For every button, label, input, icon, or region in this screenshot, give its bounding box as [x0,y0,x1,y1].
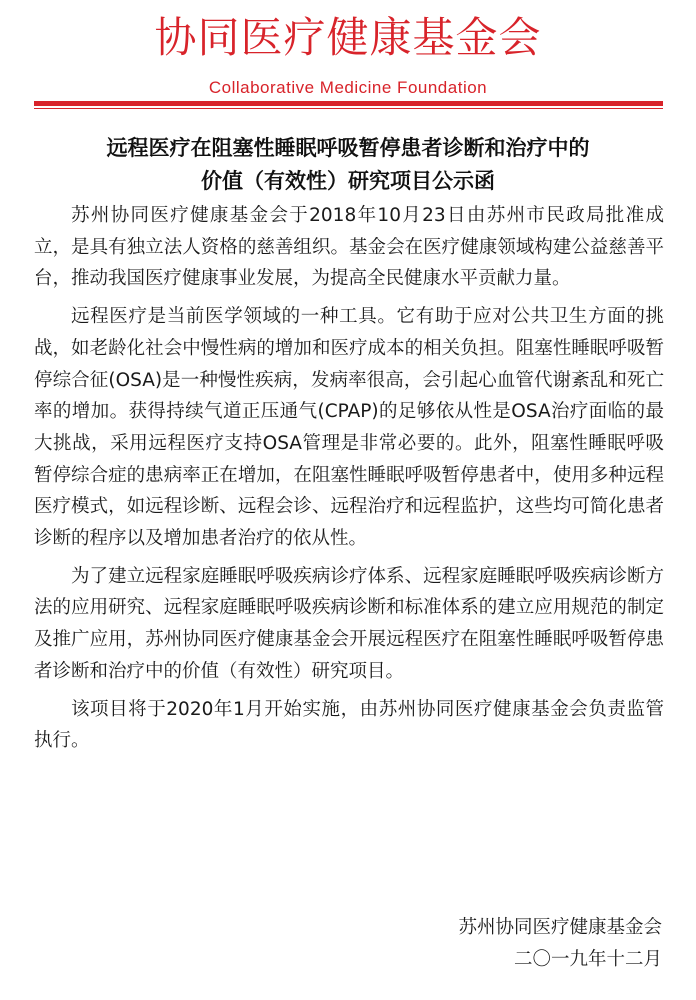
document-title-line-1: 远程医疗在阻塞性睡眠呼吸暂停患者诊断和治疗中的 [106,136,590,160]
document-title-line-2: 价值（有效性）研究项目公示函 [201,169,495,193]
paragraph-project-purpose: 为了建立远程家庭睡眠呼吸疾病诊疗体系、远程家庭睡眠呼吸疾病诊断方法的应用研究、远程家庭睡眠呼吸疾病诊断和标准体系的建立应用规范的制定及推广应用，苏州协同医疗健康基金会开展远程医疗在阻塞性睡眠呼吸暂停患者诊断和治疗中的价值（有效性）研究项目。 [34,565,664,682]
signature-date: 二〇一九年十二月 [513,949,662,970]
organization-name-english: Collaborative Medicine Foundation [208,78,488,97]
paragraph-foundation-intro: 苏州协同医疗健康基金会于2018年10月23日由苏州市民政局批准成立，是具有独立法人资格的慈善组织。基金会在医疗健康领域构建公益慈善平台，推动我国医疗健康事业发展，为提高全民健康水平贡献力量。 [34,205,664,290]
organization-name-chinese: 协同医疗健康基金会 [154,13,542,62]
letterhead-divider-thin [34,108,663,109]
paragraph-telemedicine-background: 远程医疗是当前医学领域的一种工具。它有助于应对公共卫生方面的挑战，如老龄化社会中慢性病的增加和医疗成本的相关负担。阻塞性睡眠呼吸暂停综合征(OSA)是一种慢性疾病，发病率很高，会引起心血管代谢紊乱和死亡率的增加。获得持续气道正压通气(CPAP)的足够依从性是OSA治疗面临的最大挑战，采用远程医疗支持OSA管理是非常必要的。此外，阻塞性睡眠呼吸暂停综合症的患病率正在增加，在阻塞性睡眠呼吸暂停患者中，使用多种远程医疗模式，如远程诊断、远程会诊、远程治疗和远程监护，这些均可简化患者诊断的程序以及增加患者治疗的依从性。 [34,306,664,550]
document-body [34,200,664,763]
letterhead [0,0,696,112]
paragraph-project-schedule: 该项目将于2020年1月开始实施，由苏州协同医疗健康基金会负责监管执行。 [34,698,664,752]
signature-organization: 苏州协同医疗健康基金会 [458,917,662,938]
document-title [40,132,656,198]
letterhead-divider-thick [34,101,663,106]
signature-block [458,912,662,976]
